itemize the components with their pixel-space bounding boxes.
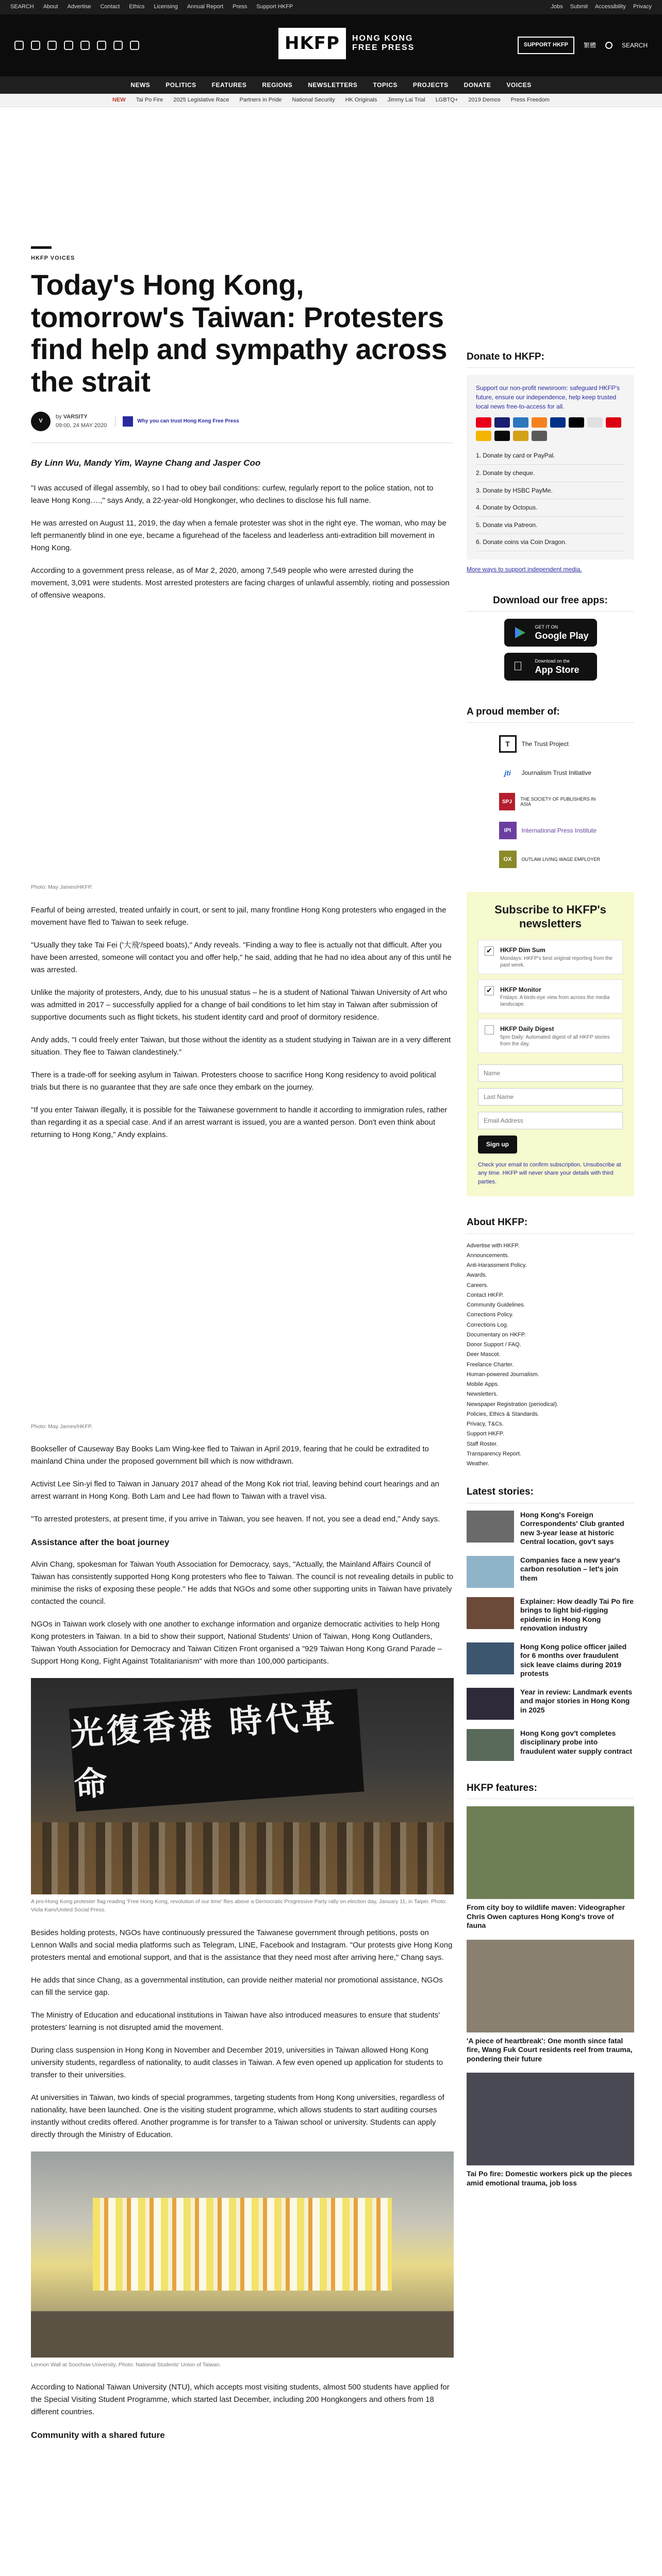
badge-small-text: Download on the [535, 658, 570, 664]
story-thumbnail[interactable] [467, 1642, 514, 1674]
about-link[interactable]: Contact HKFP. [467, 1292, 504, 1298]
latest-stories [467, 1511, 634, 1761]
paragraph: He adds that since Chang, as a governmental institution, can provide neither material nor promotional assistance, NGOs can fill the service gap. [31, 1975, 443, 1997]
payme-icon [606, 417, 621, 428]
member-title: A proud member of: [467, 704, 634, 723]
nav-item[interactable]: REGIONS [262, 81, 293, 89]
search-label[interactable]: SEARCH [621, 41, 648, 49]
photo-caption: Lennon Wall at Soochow University. Photo: National Students' Union of Taiwan. [31, 2361, 221, 2368]
article-photo-blank [31, 612, 454, 880]
author-name[interactable]: VARSITY [63, 413, 88, 420]
paragraph: "To arrested protesters, at present time, if you arrive in Taiwan, you see heaven. If not, you see a dead end," Andy says. [31, 1514, 440, 1523]
member-logo[interactable] [499, 735, 602, 753]
nav-item[interactable]: NEWS [130, 81, 151, 89]
newsletter-name: HKFP Dim Sum [500, 946, 545, 954]
header-actions [518, 37, 648, 54]
about-link[interactable]: Newsletters. [467, 1391, 498, 1398]
site-header [0, 14, 662, 76]
section-heading: Community with a shared future [31, 2430, 165, 2440]
trending-link[interactable]: Partners in Pride [239, 96, 282, 103]
member-name: The Trust Project [521, 740, 569, 748]
paragraph: Activist Lee Sin-yi fled to Taiwan in January 2017 ahead of the Mong Kok riot trial, leaving behind court hearings and an arrest warrant in Hong Kong. Both Lam and Lee had flown to Taiwan with a travel visa. [31, 1479, 439, 1501]
author-block [56, 413, 107, 430]
trending-nav [0, 94, 662, 107]
newsletter-name: HKFP Monitor [500, 986, 541, 993]
member-logo[interactable] [499, 822, 602, 839]
story-title[interactable]: Year in review: Landmark events and major stories in Hong Kong in 2025 [520, 1687, 633, 1714]
nav-item[interactable]: POLITICS [166, 81, 196, 89]
badge-big-text: Google Play [535, 631, 589, 641]
paragraph: According to National Taiwan University (NTU), which accepts most visiting students, almost 500 students have applied for the Special Visiting Student Programme, which started last December, including 200 Hongkongers and others from 18 different countries. [31, 2382, 450, 2416]
lennon-wall-photo [31, 2151, 454, 2358]
sopa-logo: SPJ [499, 793, 516, 810]
jti-logo: jti [504, 768, 511, 777]
donate-option[interactable]: 1. Donate by card or PayPal. [476, 447, 625, 465]
story-title[interactable]: Companies face a new year's carbon resolution – let's join them [520, 1555, 620, 1582]
story-title[interactable]: Hong Kong's Foreign Correspondents' Club granted new 3-year lease at historic Central location, gov't says [520, 1510, 624, 1546]
nav-item[interactable]: DONATE [464, 81, 491, 89]
paragraph: At universities in Taiwan, two kinds of special programmes, targeting students from Hong Kong universities, regardless of nationality, have been launched. One is the visiting student programme, which allows students to start auditing courses instantly without credits offered. Another programme is for transfer to a Taiwan school or university. Students can apply directly through the Ministry of Education. [31, 2093, 444, 2139]
newsletter-desc: Fridays: A birds-eye view from across the media landscape. [500, 995, 610, 1008]
badge-small-text: GET IT ON [535, 624, 558, 630]
member-logo[interactable] [499, 851, 602, 868]
author-avatar: V [31, 412, 51, 431]
latest-story[interactable] [467, 1556, 634, 1588]
member-name: Journalism Trust Initiative [521, 769, 591, 777]
feature-image[interactable] [467, 1940, 634, 2032]
paragraph: There is a trade-off for seeking asylum in Taiwan. Protesters choose to sacrifice Hong Kong residency to avoid political trials but there is no guarantee that they are safe once they embark on the journey. [31, 1070, 436, 1092]
about-link[interactable]: Deer Mascot. [467, 1351, 501, 1358]
latest-story[interactable] [467, 1729, 634, 1761]
nav-item[interactable]: TOPICS [373, 81, 398, 89]
living-wage-logo: OX [499, 851, 517, 868]
about-link[interactable]: Documentary on HKFP. [467, 1331, 526, 1338]
about-link[interactable]: Announcements. [467, 1252, 509, 1259]
payment-icons [476, 417, 625, 441]
about-link[interactable]: Freelance Charter. [467, 1361, 514, 1368]
top-link[interactable]: About [43, 4, 58, 10]
google-pay-icon [587, 417, 603, 428]
badge-big-text: App Store [535, 665, 580, 675]
discover-icon [532, 417, 547, 428]
top-right-link[interactable]: Accessibility [595, 4, 626, 10]
photo-caption: A pro-Hong Kong protester flag reading 'Free Hong Kong, revolution of our time' flies above a Democratic Progressive Party rally on election day, January 11, in Taipei. Photo: Viola Kam/United Social Press. [31, 1899, 447, 1913]
trust-label: Why you can trust Hong Kong Free Press [137, 418, 239, 425]
coin-icon [513, 431, 528, 441]
search-icon[interactable] [605, 42, 613, 49]
paragraph: Bookseller of Causeway Bay Books Lam Wing-kee fled to Taiwan in April 2019, fearing that he could be extradited to mainland China under the proposed government bill which is now withdrawn. [31, 1444, 429, 1466]
flag-text: 光復香港 時代革命 [69, 1697, 339, 1805]
name-input[interactable] [478, 1064, 623, 1082]
photo-caption: Photo: May James/HKFP. [31, 884, 93, 891]
latest-story[interactable] [467, 1597, 634, 1633]
paragraph: "If you enter Taiwan illegally, it is possible for the Taiwanese government to handle it according to immigration rules, rather than regarding it as a special case. And if an arrest warrant is issued, you are a wanted person. Don't even think about returning to Hong Kong," Andy explains. [31, 1105, 448, 1139]
donate-options [476, 447, 625, 551]
feature-item[interactable] [467, 1806, 634, 1930]
google-play-icon [514, 626, 527, 639]
story-thumbnail[interactable] [467, 1688, 514, 1720]
paragraph: "I was accused of illegal assembly, so I had to obey bail conditions: curfew, regularly report to the police station, not to leave Hong Kong….," says Andy, a 22-year-old Hongkonger, who declines to disclose his full name. [31, 484, 434, 505]
top-link[interactable]: Press [233, 4, 247, 10]
publish-date: 09:00, 24 MAY 2020 [56, 422, 107, 429]
google-play-badge[interactable] [504, 619, 597, 647]
cheque-icon [532, 431, 547, 441]
trending-link[interactable]: LGBTQ+ [435, 96, 458, 103]
trending-link[interactable]: 2019 Demos [468, 96, 501, 103]
trending-link[interactable]: Press Freedom [510, 96, 550, 103]
donate-option[interactable]: 2. Donate by cheque. [476, 465, 625, 482]
latest-story[interactable] [467, 1511, 634, 1547]
about-link[interactable]: Corrections Log. [467, 1321, 508, 1328]
donate-title: Donate to HKFP: [467, 349, 634, 368]
about-title: About HKFP: [467, 1215, 634, 1233]
about-link[interactable]: Transparency Report. [467, 1450, 521, 1457]
more-ways-link[interactable]: More ways to support independent media. [467, 566, 582, 573]
top-utility-bar [0, 0, 662, 14]
donate-box [467, 375, 634, 560]
logo-mark: HKFP [278, 28, 346, 59]
mastercard-icon [476, 417, 491, 428]
social-links [14, 41, 139, 50]
newsletter-desc: 5pm Daily: Automated digest of all HKFP stories from the day. [500, 1035, 610, 1047]
trending-link[interactable]: National Security [292, 96, 335, 103]
photo-caption: Photo: May James/HKFP. [31, 1423, 93, 1430]
feature-title[interactable]: Tai Po fire: Domestic workers pick up the pieces amid emotional trauma, job loss [467, 2170, 633, 2187]
paragraph: The Ministry of Education and educational institutions in Taiwan have also introduced measures to ensure that students' protesters' learning is not disrupted amid the movement. [31, 2010, 440, 2032]
article-title: Today's Hong Kong, tomorrow's Taiwan: Protesters find help and sympathy across the strait [31, 268, 448, 398]
last-name-input[interactable] [478, 1088, 623, 1106]
top-link[interactable]: Ethics [129, 4, 145, 10]
latest-story[interactable] [467, 1688, 634, 1720]
donate-option[interactable]: 5. Donate via Patreon. [476, 517, 625, 534]
main-nav [0, 76, 662, 94]
visa-icon [494, 417, 510, 428]
latest-title: Latest stories: [467, 1484, 634, 1503]
feature-image[interactable] [467, 2073, 634, 2165]
newsletter-name: HKFP Daily Digest [500, 1025, 554, 1033]
story-thumbnail[interactable] [467, 1729, 514, 1761]
feature-item[interactable] [467, 1940, 634, 2064]
features-list [467, 1806, 634, 2188]
linkedin-icon[interactable] [97, 41, 106, 50]
about-link[interactable]: Policies, Ethics & Standards. [467, 1411, 539, 1417]
email-icon[interactable] [130, 41, 139, 50]
about-link[interactable]: Careers. [467, 1282, 489, 1289]
story-thumbnail[interactable] [467, 1511, 514, 1543]
paypal-icon [550, 417, 566, 428]
logo-name [352, 34, 415, 53]
subscribe-title: Subscribe to HKFP's newsletters [494, 903, 606, 930]
about-link[interactable]: Newspaper Registration (periodical). [467, 1401, 558, 1408]
apps-title: Download our free apps: [467, 593, 634, 612]
new-badge: NEW [112, 96, 126, 103]
newsletter-option[interactable] [478, 979, 623, 1014]
newsletter-signup [467, 892, 634, 1196]
app-store-badge[interactable] [504, 653, 597, 681]
about-links [467, 1241, 634, 1469]
features-title: HKFP features: [467, 1781, 634, 1799]
apple-pay-icon [569, 417, 584, 428]
newsletter-option[interactable] [478, 940, 623, 974]
donate-option[interactable]: 6. Donate coins via Coin Dragon. [476, 534, 625, 551]
paragraph: "Usually they take Tai Fei ('大飛'/speed boats)," Andy reveals. "Finding a way to flee is actually not that difficult. After you have been arrested, someone will contact you and offer help," he said, adding that he had no idea about any of this until he was arrested. [31, 940, 452, 974]
x-twitter-icon[interactable] [31, 41, 40, 50]
paragraph: NGOs in Taiwan work closely with one another to exchange information and organize democratic activities to help Hong Kong protesters in Taiwan. In a bid to show their support, National Students' Union of Taiwan, Hong Kong Outlanders, Taiwan Youth Association for Democracy and Taiwan Citizen Front organised a "929 Taiwan Hong Kong Grand Parade – Support Hong Kong, Fight Against Totalitarianism" with more than 100,000 participants. [31, 1620, 442, 1666]
kicker-rule [31, 246, 52, 249]
support-hkfp-button[interactable]: SUPPORT HKFP [518, 37, 574, 54]
patreon-icon [494, 431, 510, 441]
member-name: International Press Institute [521, 827, 597, 835]
newsletter-checkbox[interactable] [485, 986, 494, 995]
about-link[interactable]: Community Guidelines. [467, 1302, 525, 1309]
article [31, 246, 454, 2451]
top-link[interactable]: SEARCH [10, 4, 34, 10]
member-logo[interactable] [499, 793, 602, 810]
story-thumbnail[interactable] [467, 1597, 514, 1629]
apple-icon [514, 660, 527, 673]
trending-link[interactable]: Jimmy Lai Trial [387, 96, 425, 103]
newsletter-checkbox[interactable] [485, 1025, 494, 1035]
about-link[interactable]: Awards. [467, 1272, 487, 1279]
top-right-link[interactable]: Jobs [551, 4, 563, 10]
top-link[interactable]: Advertise [67, 4, 91, 10]
trending-link[interactable]: HK Originals [345, 96, 377, 103]
threads-icon[interactable] [64, 41, 73, 50]
about-link[interactable]: Support HKFP. [467, 1431, 504, 1437]
article-kicker[interactable]: HKFP VOICES [31, 255, 75, 261]
facebook-icon[interactable] [14, 41, 24, 50]
signup-button[interactable]: Sign up [478, 1136, 517, 1154]
author-prefix: by [56, 413, 62, 420]
subscribe-note: Check your email to confirm subscription. Unsubscribe at any time. HKFP will never share your details with third parties. [478, 1161, 621, 1185]
telegram-icon[interactable] [113, 41, 123, 50]
nav-item[interactable]: NEWSLETTERS [308, 81, 358, 89]
article-photo-blank [31, 1151, 454, 1419]
member-name: THE SOCIETY OF PUBLISHERS IN ASIA [520, 796, 596, 807]
nav-item[interactable]: FEATURES [211, 81, 247, 89]
story-title[interactable]: Explainer: How deadly Tai Po fire brings to light bid-rigging epidemic in Hong Kong renovation industry [520, 1597, 634, 1633]
feature-image[interactable] [467, 1806, 634, 1899]
top-link[interactable]: Licensing [154, 4, 178, 10]
protest-flag-photo [31, 1678, 454, 1894]
top-link[interactable]: Contact [100, 4, 120, 10]
trust-project-logo: T [499, 735, 517, 753]
newsletter-option[interactable] [478, 1019, 623, 1053]
member-name: OUTLAW LIVING WAGE EMPLOYER [521, 857, 600, 862]
nav-item[interactable]: VOICES [506, 81, 532, 89]
logo-line-1: HONG KONG [352, 33, 413, 43]
top-link[interactable]: Annual Report [187, 4, 224, 10]
about-link[interactable]: Advertise with HKFP. [467, 1242, 520, 1249]
story-thumbnail[interactable] [467, 1556, 514, 1588]
paragraph: Fearful of being arrested, treated unfairly in court, or sent to jail, many frontline Hong Kong protesters who engaged in the movement have fled to Taiwan to seek refuge. [31, 905, 446, 927]
top-right-link[interactable]: Submit [570, 4, 588, 10]
donate-option[interactable]: 3. Donate by HSBC PayMe. [476, 482, 625, 500]
paragraph: Andy adds, "I could freely enter Taiwan, but those without the identity as a student studying in Taiwan are in a very different situation. They flee to Taiwan clandestinely." [31, 1035, 451, 1057]
trust-link[interactable] [115, 416, 239, 427]
latest-story[interactable] [467, 1642, 634, 1679]
youtube-icon[interactable] [80, 41, 90, 50]
newsletter-desc: Mondays: HKFP's best original reporting from the past week. [500, 955, 613, 968]
top-link[interactable]: Support HKFP [256, 4, 293, 10]
paragraph: During class suspension in Hong Kong in November and December 2019, universities in Taiwan allowed Hong Kong university students, regardless of nationality, to audit classes in Taiwan. A few even opened up application for students to transfer to their universities. [31, 2045, 443, 2079]
ipi-logo: IPI [499, 822, 517, 839]
top-right-link[interactable]: Privacy [633, 4, 652, 10]
feature-title[interactable]: 'A piece of heartbreak': One month since fatal fire, Wang Fuk Court residents reel from trauma, pondering their future [467, 2036, 633, 2063]
paragraph: Alvin Chang, spokesman for Taiwan Youth Association for Democracy, says, "Actually, the Mainland Affairs Council of Taiwan has consistently supported Hong Kong protesters who flee to Taiwan. The council is not revealing details in public to minimise the risks of exposing these people." He adds that NGOs and some other supporting units in Taiwan have privately contacted the council. [31, 1560, 454, 1606]
about-link[interactable]: Human-powered Journalism. [467, 1371, 539, 1378]
section-heading: Assistance after the boat journey [31, 1537, 170, 1547]
about-link[interactable]: Staff Roster. [467, 1440, 498, 1447]
nav-item[interactable]: PROJECTS [412, 81, 449, 89]
donate-option[interactable]: 4. Donate by Octopus. [476, 499, 625, 517]
site-logo[interactable] [278, 28, 415, 59]
paragraph: Unlike the majority of protesters, Andy, due to his unusual status – he is a student of National Taiwan University of Art who was admitted in 2017 – successfully applied for a change of bail conditions to let him stay in Taiwan after submission of supportive documents such as flight tickets, his student identity card and proof of dormitory residence. [31, 988, 448, 1022]
donate-lead[interactable]: Support our non-profit newsroom: safeguard HKFP's future, ensure our independence, help keep trusted local news free-to-access for all. [476, 384, 620, 411]
byline: By Linn Wu, Mandy Yim, Wayne Chang and Jasper Coo [31, 457, 261, 468]
about-link[interactable]: Privacy, T&Cs. [467, 1421, 504, 1428]
trending-link[interactable]: 2025 Legislative Race [173, 96, 229, 103]
email-input[interactable] [478, 1112, 623, 1129]
paragraph: Besides holding protests, NGOs have continuously pressured the Taiwanese government through petitions, posts on Lennon Walls and social media platforms such as Telegram, LINE, Facebook and Instagram. "Our protests give Hong Kong protesters mental and emotional support, and that is the assistance that they need most after arriving here," Chang says. [31, 1928, 453, 1962]
trust-icon [123, 416, 133, 427]
about-link[interactable]: Mobile Apps. [467, 1381, 499, 1388]
amex-icon [513, 417, 528, 428]
paragraph: According to a government press release, as of Mar 2, 2020, among 7,549 people who were arrested during the movement, 3,091 were students. Most arrested protesters are facing charges of unlawful assembly, rioting and possession of offensive weapons. [31, 566, 450, 600]
octopus-icon [476, 431, 491, 441]
newsletter-checkbox[interactable] [485, 946, 494, 956]
logo-line-2: FREE PRESS [352, 43, 415, 53]
about-link[interactable]: Anti-Harassment Policy. [467, 1262, 527, 1269]
feature-title[interactable]: From city boy to wildlife maven: Videographer Chris Owen captures Hong Kong's trove of fauna [467, 1903, 625, 1930]
top-right-links [544, 3, 652, 11]
about-link[interactable]: Donor Support / FAQ. [467, 1342, 521, 1348]
language-toggle[interactable]: 繁體 [583, 41, 596, 49]
paragraph: He was arrested on August 11, 2019, the day when a female protester was shot in the right eye. The woman, who may be left permanently blind in one eye, became a figurehead of the faceless and leaderless anti-extradition bill movement in Hong Kong. [31, 519, 446, 553]
trending-link[interactable]: Tai Po Fire [136, 96, 163, 103]
article-meta [31, 412, 454, 431]
about-link[interactable]: Corrections Policy. [467, 1312, 514, 1318]
feature-item[interactable] [467, 2073, 634, 2188]
story-title[interactable]: Hong Kong police officer jailed for 6 months over fraudulent sick leave claims during 2019 protests [520, 1642, 627, 1678]
story-title[interactable]: Hong Kong gov't completes disciplinary probe into fraudulent water supply contract [520, 1728, 633, 1755]
sidebar [467, 349, 634, 2197]
instagram-icon[interactable] [47, 41, 57, 50]
member-logo[interactable] [499, 764, 602, 782]
about-link[interactable]: Weather. [467, 1461, 489, 1467]
